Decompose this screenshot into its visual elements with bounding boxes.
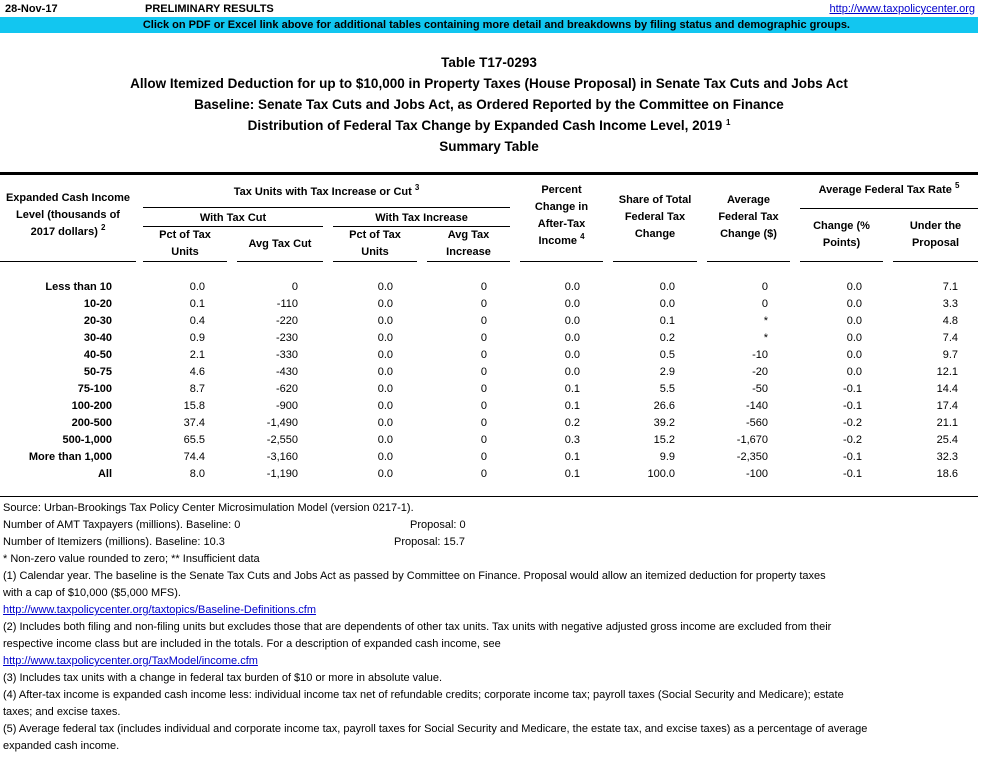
cell-pct-change-after-tax: 0.3	[564, 434, 580, 446]
cell-inc-pct-units: 0.0	[377, 349, 393, 361]
cell-rate-change: 0.0	[846, 281, 862, 293]
cell-inc-pct-units: 0.0	[377, 298, 393, 310]
cell-avg-tax-cut: -220	[275, 315, 298, 327]
cell-avg-tax-increase: 0	[480, 332, 487, 344]
col-rule-4	[333, 261, 417, 262]
note-2b: respective income class but are included in the totals. For a description of expanded cash income, see	[3, 638, 501, 650]
cell-pct-change-after-tax: 0.0	[564, 315, 580, 327]
note-1b: with a cap of $10,000 ($5,000 MFS).	[3, 587, 181, 599]
cell-inc-pct-units: 0.0	[377, 315, 393, 327]
header-rate-under-proposal: Under the Proposal	[909, 220, 962, 249]
cell-cut-pct-units: 74.4	[183, 451, 205, 463]
note-amt: Number of AMT Taxpayers (millions). Baseline: 0 Proposal: 0	[3, 517, 978, 534]
cell-avg-federal-tax-change: -10	[752, 349, 768, 361]
cell-pct-change-after-tax: 0.2	[564, 417, 580, 429]
header-avg-federal-tax-change: Average Federal Tax Change ($)	[718, 194, 779, 240]
preliminary-label: PRELIMINARY RESULTS	[145, 3, 274, 15]
cell-inc-pct-units: 0.0	[377, 281, 393, 293]
col-rule-7	[613, 261, 697, 262]
cell-avg-tax-increase: 0	[480, 315, 487, 327]
note-5a: (5) Average federal tax (includes individual and corporate income tax, payroll taxes for Social Security and Medicare, the estate tax, and excise taxes) as a percentage of average	[3, 723, 868, 735]
table-row	[0, 330, 978, 347]
cell-rate-change: -0.1	[843, 400, 862, 412]
table-row	[0, 364, 978, 381]
cell-rate-change: 0.0	[846, 332, 862, 344]
cell-income-level: All	[97, 468, 112, 480]
col-rule-2	[143, 261, 227, 262]
cell-income-level: 50-75	[83, 366, 112, 378]
table-id: Table T17-0293	[441, 55, 537, 70]
cell-share-total-change: 2.9	[659, 366, 675, 378]
table-row	[0, 432, 978, 449]
cell-cut-pct-units: 37.4	[183, 417, 205, 429]
group-rule-tax-units	[143, 207, 510, 208]
header-income-level: Expanded Cash Income Level (thousands of 2017 dollars) $^2$	[5, 192, 131, 238]
cell-rate-change: -0.1	[843, 451, 862, 463]
cell-pct-change-after-tax: 0.1	[564, 468, 580, 480]
title-line-4: Summary Table	[439, 139, 539, 154]
cell-avg-tax-cut: -230	[275, 332, 298, 344]
cell-rate-change: 0.0	[846, 315, 862, 327]
report-date: 28-Nov-17	[5, 3, 58, 15]
cell-avg-tax-increase: 0	[480, 451, 487, 463]
header-group-with-tax-cut: With Tax Cut	[199, 212, 267, 224]
cell-avg-tax-cut: -330	[275, 349, 298, 361]
cell-rate-under-proposal: 7.4	[942, 332, 958, 344]
title-line-1: Allow Itemized Deduction for up to $10,000 in Property Taxes (House Proposal) in Senate Tax Cuts and Jobs Act	[130, 76, 848, 91]
cell-rate-under-proposal: 25.4	[936, 434, 958, 446]
cell-rate-under-proposal: 17.4	[936, 400, 958, 412]
cell-avg-federal-tax-change: -140	[745, 400, 768, 412]
cell-pct-change-after-tax: 0.0	[564, 349, 580, 361]
cell-avg-tax-increase: 0	[480, 468, 487, 480]
cell-share-total-change: 0.2	[659, 332, 675, 344]
table-row	[0, 449, 978, 466]
cell-avg-federal-tax-change: -1,670	[736, 434, 768, 446]
cell-avg-federal-tax-change: -100	[745, 468, 768, 480]
cell-avg-tax-increase: 0	[480, 417, 487, 429]
table-row	[0, 466, 978, 483]
col-rule-5	[427, 261, 510, 262]
cell-share-total-change: 9.9	[659, 451, 675, 463]
cell-income-level: 200-500	[71, 417, 112, 429]
note-legend: * Non-zero value rounded to zero; ** Insufficient data	[3, 553, 260, 565]
cell-income-level: 20-30	[83, 315, 112, 327]
title-line-2: Baseline: Senate Tax Cuts and Jobs Act, as Ordered Reported by the Committee on Finance	[194, 97, 784, 112]
table-row	[0, 415, 978, 432]
cell-rate-change: 0.0	[846, 366, 862, 378]
note-amt-proposal: Proposal: 0	[410, 519, 466, 531]
cell-avg-tax-cut: -1,490	[266, 417, 298, 429]
income-definition-link[interactable]: http://www.taxpolicycenter.org/TaxModel/income.cfm	[3, 655, 258, 667]
header-group-with-tax-increase: With Tax Increase	[375, 212, 468, 224]
note-source: Source: Urban-Brookings Tax Policy Center Microsimulation Model (version 0217-1).	[3, 502, 414, 514]
cell-cut-pct-units: 65.5	[183, 434, 205, 446]
cell-avg-federal-tax-change: -20	[752, 366, 768, 378]
cell-avg-tax-cut: -900	[275, 400, 298, 412]
cell-avg-federal-tax-change: -2,350	[736, 451, 768, 463]
cell-rate-change: -0.2	[843, 417, 862, 429]
cell-pct-change-after-tax: 0.0	[564, 298, 580, 310]
note-itemizers: Number of Itemizers (millions). Baseline: 10.3 Proposal: 15.7	[3, 534, 978, 551]
cell-cut-pct-units: 0.4	[189, 315, 205, 327]
cell-pct-change-after-tax: 0.0	[564, 366, 580, 378]
cell-inc-pct-units: 0.0	[377, 417, 393, 429]
table-row	[0, 279, 978, 296]
cell-income-level: 40-50	[83, 349, 112, 361]
cell-rate-under-proposal: 18.6	[936, 468, 958, 480]
col-rule-1	[0, 261, 136, 262]
footnote-ref: 1	[725, 118, 731, 127]
cell-income-level: Less than 10	[45, 281, 112, 293]
table-bottom-rule	[0, 496, 978, 497]
cell-cut-pct-units: 8.7	[189, 383, 205, 395]
cell-rate-under-proposal: 32.3	[936, 451, 958, 463]
cell-share-total-change: 0.0	[659, 281, 675, 293]
cell-cut-pct-units: 4.6	[189, 366, 205, 378]
cell-income-level: 10-20	[83, 298, 112, 310]
cell-avg-tax-increase: 0	[480, 383, 487, 395]
info-banner: Click on PDF or Excel link above for additional tables containing more detail and breakdowns by filing status and demographic groups.	[0, 17, 978, 33]
cell-avg-tax-cut: -1,190	[266, 468, 298, 480]
cell-share-total-change: 15.2	[653, 434, 675, 446]
table-titles	[0, 52, 978, 157]
col-rule-3	[237, 261, 323, 262]
cell-avg-tax-cut: -430	[275, 366, 298, 378]
cell-rate-change: 0.0	[846, 298, 862, 310]
cell-avg-tax-increase: 0	[480, 281, 487, 293]
table-top-rule	[0, 172, 978, 175]
cell-cut-pct-units: 8.0	[189, 468, 205, 480]
cell-cut-pct-units: 0.1	[189, 298, 205, 310]
cell-income-level: More than 1,000	[28, 451, 112, 463]
cell-avg-tax-increase: 0	[480, 434, 487, 446]
cell-pct-change-after-tax: 0.1	[564, 451, 580, 463]
header-cut-pct-units: Pct of Tax Units	[159, 229, 211, 258]
cell-income-level: 500-1,000	[62, 434, 112, 446]
cell-share-total-change: 0.5	[659, 349, 675, 361]
group-rule-avg-tax-rate	[800, 208, 978, 209]
note-5b: expanded cash income.	[3, 740, 120, 752]
cell-pct-change-after-tax: 0.1	[564, 400, 580, 412]
header-avg-tax-cut: Avg Tax Cut	[248, 238, 312, 250]
cell-inc-pct-units: 0.0	[377, 332, 393, 344]
tpc-site-link[interactable]: http://www.taxpolicycenter.org	[829, 3, 975, 15]
cell-pct-change-after-tax: 0.0	[564, 332, 580, 344]
header-share-total-change: Share of Total Federal Tax Change	[618, 194, 692, 240]
note-1a: (1) Calendar year. The baseline is the Senate Tax Cuts and Jobs Act as passed by Committee on Finance. Proposal would allow an itemized deduction for property taxes	[3, 570, 826, 582]
cell-inc-pct-units: 0.0	[377, 451, 393, 463]
note-4b: taxes; and excise taxes.	[3, 706, 121, 718]
cell-inc-pct-units: 0.0	[377, 366, 393, 378]
cell-avg-tax-cut: -620	[275, 383, 298, 395]
cell-rate-change: 0.0	[846, 349, 862, 361]
col-rule-9	[800, 261, 883, 262]
cell-avg-tax-cut: -110	[276, 298, 298, 310]
note-2a: (2) Includes both filing and non-filing units but excludes those that are dependents of other tax units. Tax units with negative adjusted gross income are excluded from their	[3, 621, 832, 633]
baseline-definitions-link[interactable]: http://www.taxpolicycenter.org/taxtopics/Baseline-Definitions.cfm	[3, 604, 317, 616]
cell-rate-change: -0.1	[843, 383, 862, 395]
header-group-tax-units: Tax Units with Tax Increase or Cut $^3$	[233, 183, 420, 198]
note-itemizers-proposal: Proposal: 15.7	[394, 536, 465, 548]
cell-cut-pct-units: 15.8	[183, 400, 205, 412]
header-pct-change-after-tax: Percent Change in After-Tax Income $^4$	[534, 184, 589, 247]
cell-avg-federal-tax-change: -50	[752, 383, 768, 395]
cell-avg-federal-tax-change: 0	[761, 281, 768, 293]
cell-avg-tax-increase: 0	[480, 366, 487, 378]
cell-avg-federal-tax-change: *	[763, 315, 768, 327]
cell-avg-tax-cut: -2,550	[266, 434, 298, 446]
cell-cut-pct-units: 0.9	[189, 332, 205, 344]
cell-avg-federal-tax-change: *	[763, 332, 768, 344]
cell-avg-tax-increase: 0	[480, 349, 487, 361]
col-rule-6	[520, 261, 603, 262]
cell-avg-tax-increase: 0	[480, 298, 487, 310]
header-rate-change: Change (% Points)	[813, 220, 870, 249]
cell-inc-pct-units: 0.0	[377, 434, 393, 446]
cell-share-total-change: 0.1	[659, 315, 675, 327]
table-body	[0, 279, 978, 483]
header-group-avg-tax-rate: Average Federal Tax Rate $^5$	[818, 181, 960, 196]
table-row	[0, 381, 978, 398]
cell-inc-pct-units: 0.0	[377, 400, 393, 412]
table-row	[0, 347, 978, 364]
header-inc-pct-units: Pct of Tax Units	[349, 229, 401, 258]
cell-avg-tax-cut: -3,160	[266, 451, 298, 463]
table-row	[0, 296, 978, 313]
table-notes	[3, 500, 978, 755]
cell-share-total-change: 39.2	[653, 417, 675, 429]
cell-rate-under-proposal: 7.1	[942, 281, 958, 293]
cell-rate-under-proposal: 9.7	[942, 349, 958, 361]
cell-rate-change: -0.1	[843, 468, 862, 480]
note-4a: (4) After-tax income is expanded cash income less: individual income tax net of refundable credits; corporate income tax; payroll taxes (Social Security and Medicare); estate	[3, 689, 844, 701]
header-avg-tax-increase: Avg Tax Increase	[446, 229, 491, 258]
cell-avg-federal-tax-change: 0	[761, 298, 768, 310]
cell-rate-change: -0.2	[843, 434, 862, 446]
cell-cut-pct-units: 2.1	[189, 349, 205, 361]
cell-rate-under-proposal: 21.1	[936, 417, 958, 429]
cell-rate-under-proposal: 3.3	[942, 298, 958, 310]
cell-avg-tax-cut: 0	[291, 281, 298, 293]
col-rule-10	[893, 261, 978, 262]
title-line-3: Distribution of Federal Tax Change by Expanded Cash Income Level, 2019 $^1$	[247, 118, 731, 133]
table-row	[0, 398, 978, 415]
cell-pct-change-after-tax: 0.0	[564, 281, 580, 293]
cell-rate-under-proposal: 12.1	[936, 366, 958, 378]
table-row	[0, 313, 978, 330]
cell-share-total-change: 100.0	[647, 468, 675, 480]
cell-inc-pct-units: 0.0	[377, 468, 393, 480]
cell-pct-change-after-tax: 0.1	[564, 383, 580, 395]
cell-share-total-change: 26.6	[653, 400, 675, 412]
col-rule-8	[707, 261, 790, 262]
cell-income-level: 30-40	[83, 332, 112, 344]
cell-avg-tax-increase: 0	[480, 400, 487, 412]
cell-share-total-change: 5.5	[659, 383, 675, 395]
cell-income-level: 75-100	[77, 383, 112, 395]
cell-rate-under-proposal: 4.8	[942, 315, 958, 327]
cell-share-total-change: 0.0	[659, 298, 675, 310]
cell-avg-federal-tax-change: -560	[745, 417, 768, 429]
cell-inc-pct-units: 0.0	[377, 383, 393, 395]
cell-cut-pct-units: 0.0	[189, 281, 205, 293]
cell-income-level: 100-200	[71, 400, 112, 412]
note-3: (3) Includes tax units with a change in federal tax burden of $10 or more in absolute value.	[3, 672, 443, 684]
cell-rate-under-proposal: 14.4	[936, 383, 958, 395]
